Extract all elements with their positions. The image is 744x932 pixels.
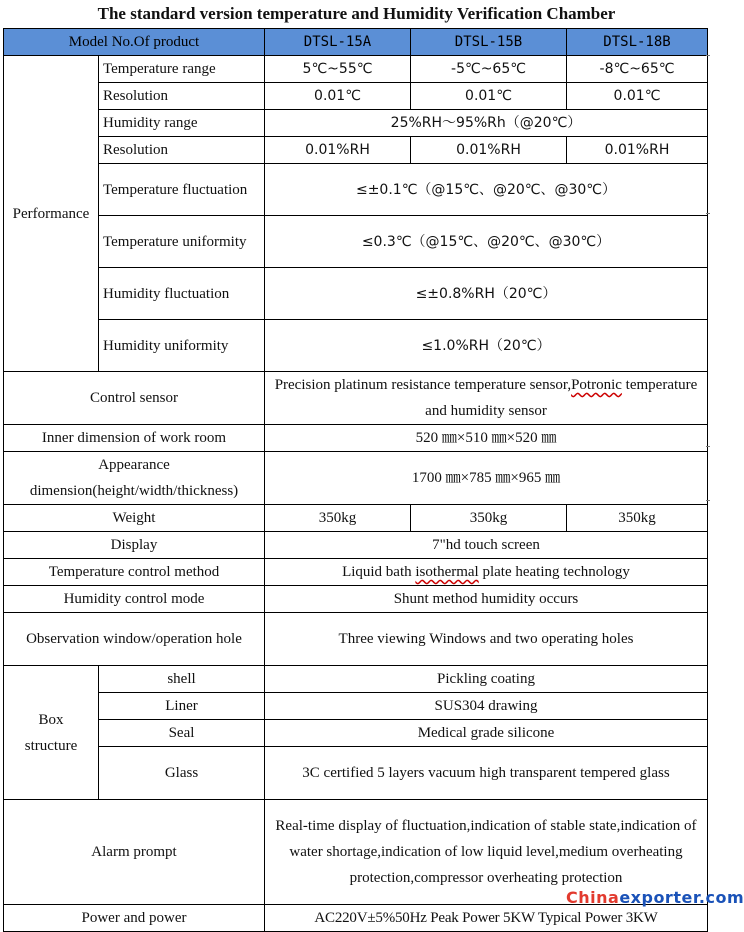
- table-row: [4, 666, 708, 693]
- watermark-logo: [566, 888, 744, 907]
- table-row: [4, 452, 708, 505]
- temp-resolution-15a: 0.01℃: [265, 83, 411, 110]
- alarm-label: Alarm prompt: [4, 800, 265, 905]
- inner-dimension-value: 520 ㎜×510 ㎜×520 ㎜: [265, 425, 708, 452]
- model-15a: DTSL-15A: [265, 29, 411, 56]
- temperature-range-label: Temperature range: [99, 56, 265, 83]
- performance-label-text: Performance: [12, 205, 90, 222]
- observation-label: Observation window/operation hole: [4, 613, 265, 666]
- table-row: [4, 320, 708, 372]
- edge-mark: [706, 446, 710, 447]
- weight-label: Weight: [4, 505, 265, 532]
- hum-resolution-15a: 0.01%RH: [265, 137, 411, 164]
- humidity-control-label: Humidity control mode: [4, 586, 265, 613]
- table-row: [4, 613, 708, 666]
- table-row: [4, 505, 708, 532]
- edge-mark: [706, 213, 710, 214]
- hum-resolution-18b: 0.01%RH: [567, 137, 708, 164]
- header-label: Model No.Of product: [4, 29, 265, 56]
- watermark-part1: China: [566, 888, 620, 907]
- temp-uniformity-label: Temperature uniformity: [99, 216, 265, 268]
- model-15b: DTSL-15B: [411, 29, 567, 56]
- temp-resolution-18b: 0.01℃: [567, 83, 708, 110]
- glass-value: 3C certified 5 layers vacuum high transparent tempered glass: [265, 747, 708, 800]
- table-row: [4, 137, 708, 164]
- edge-mark: [706, 500, 710, 501]
- liner-value: SUS304 drawing: [265, 693, 708, 720]
- seal-value: Medical grade silicone: [265, 720, 708, 747]
- weight-15a: 350kg: [265, 505, 411, 532]
- glass-label: Glass: [99, 747, 265, 800]
- humidity-control-value: Shunt method humidity occurs: [265, 586, 708, 613]
- performance-label: [4, 56, 99, 372]
- temperature-range-18b: -8℃~65℃: [567, 56, 708, 83]
- alarm-value: Real-time display of fluctuation,indication of stable state,indication of water shortage,indication of low liquid level,medium overheating protection,compressor overheating protection: [265, 800, 708, 905]
- weight-18b: 350kg: [567, 505, 708, 532]
- table-row: [4, 372, 708, 425]
- table-row: [4, 164, 708, 216]
- temp-resolution-label: Resolution: [99, 83, 265, 110]
- page-title: The standard version temperature and Humidity Verification Chamber: [97, 4, 616, 23]
- table-row: [4, 693, 708, 720]
- seal-label: Seal: [99, 720, 265, 747]
- box-structure-label: [4, 666, 99, 800]
- table-row: [4, 720, 708, 747]
- hum-fluctuation-value: ≤±0.8%RH（20℃）: [265, 268, 708, 320]
- control-sensor-text-c: temperature and humidity sensor: [425, 377, 698, 419]
- table-row: [4, 110, 708, 137]
- temp-control-label: Temperature control method: [4, 559, 265, 586]
- table-row: [4, 216, 708, 268]
- temp-control-text-b: isothermal: [415, 564, 479, 580]
- edge-mark: [706, 55, 710, 56]
- control-sensor-label: Control sensor: [4, 372, 265, 425]
- appearance-value: 1700 ㎜×785 ㎜×965 ㎜: [265, 452, 708, 505]
- weight-15b: 350kg: [411, 505, 567, 532]
- table-row: [4, 586, 708, 613]
- hum-fluctuation-label: Humidity fluctuation: [99, 268, 265, 320]
- table-row: [4, 268, 708, 320]
- temperature-range-15b: -5℃~65℃: [411, 56, 567, 83]
- box-structure-label-text: Box structure: [24, 711, 78, 754]
- hum-uniformity-label: Humidity uniformity: [99, 320, 265, 372]
- appearance-label: Appearance dimension(height/width/thickness): [4, 452, 265, 505]
- hum-uniformity-value: ≤1.0%RH（20℃）: [265, 320, 708, 372]
- observation-value: Three viewing Windows and two operating holes: [265, 613, 708, 666]
- hum-resolution-label: Resolution: [99, 137, 265, 164]
- table-row: [4, 905, 708, 932]
- table-row: [4, 747, 708, 800]
- model-18b: DTSL-18B: [567, 29, 708, 56]
- temperature-range-15a: 5℃~55℃: [265, 56, 411, 83]
- humidity-range-value: 25%RH～95%Rh（@20℃）: [265, 110, 708, 137]
- table-row: [4, 56, 708, 83]
- temp-control-value: [265, 559, 708, 586]
- temp-fluctuation-label: Temperature fluctuation: [99, 164, 265, 216]
- temp-control-text-c: plate heating technology: [478, 564, 630, 580]
- header-row: [4, 29, 708, 56]
- table-row: [4, 532, 708, 559]
- table-row: [4, 559, 708, 586]
- display-label: Display: [4, 532, 265, 559]
- liner-label: Liner: [99, 693, 265, 720]
- control-sensor-value: [265, 372, 708, 425]
- shell-label: shell: [99, 666, 265, 693]
- power-label: Power and power: [4, 905, 265, 932]
- display-value: 7"hd touch screen: [265, 532, 708, 559]
- inner-dimension-label: Inner dimension of work room: [4, 425, 265, 452]
- shell-value: Pickling coating: [265, 666, 708, 693]
- watermark-part2: exporter.com: [619, 888, 744, 907]
- temp-control-text-a: Liquid bath: [342, 564, 416, 580]
- temp-fluctuation-value: ≤±0.1℃（@15℃、@20℃、@30℃）: [265, 164, 708, 216]
- temp-uniformity-value: ≤0.3℃（@15℃、@20℃、@30℃）: [265, 216, 708, 268]
- control-sensor-text-a: Precision platinum resistance temperature sensor,: [274, 377, 572, 393]
- spec-table: [3, 28, 708, 932]
- temp-resolution-15b: 0.01℃: [411, 83, 567, 110]
- table-row: [4, 425, 708, 452]
- control-sensor-text-b: Potronic: [571, 377, 622, 393]
- hum-resolution-15b: 0.01%RH: [411, 137, 567, 164]
- power-value: AC220V±5%50Hz Peak Power 5KW Typical Power 3KW: [265, 905, 708, 932]
- humidity-range-label: Humidity range: [99, 110, 265, 137]
- table-row: [4, 83, 708, 110]
